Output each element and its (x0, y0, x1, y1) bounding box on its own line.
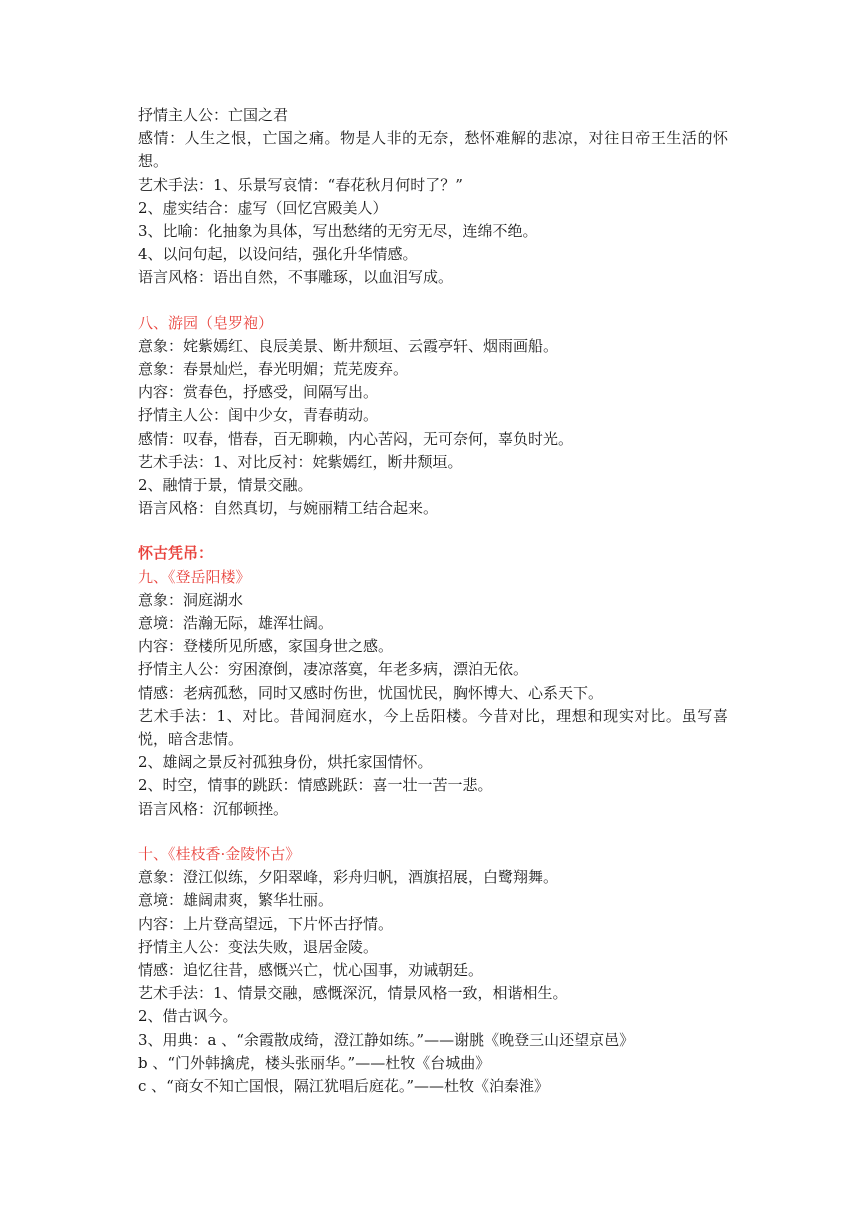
text-line: 语言风格：沉郁顿挫。 (138, 799, 289, 818)
text-line: c 、“商女不知亡国恨，隔江犹唱后庭花。”——杜牧《泊秦淮》 (138, 1076, 550, 1095)
section-title: 九、《登岳阳楼》 (138, 567, 251, 586)
text-line: 艺术手法：1、对比反衬：姹紫嫣红，断井颓垣。 (138, 452, 463, 471)
text-line: 意象：洞庭湖水 (138, 590, 244, 609)
text-line: 抒情主人公：亡国之君 (138, 106, 289, 124)
text-line: 语言风格：语出自然，不事雕琢，以血泪写成。 (138, 268, 454, 287)
spacer (138, 520, 728, 542)
text-line: 2、虚实结合：虚写（回忆宫殿美人） (138, 198, 388, 217)
text-line: 感情：人生之恨，亡国之痛。物是人非的无奈，愁怀难解的悲凉，对往日帝王生活的怀想。 (138, 129, 728, 171)
text-line: 抒情主人公：闺中少女，青春萌动。 (138, 406, 379, 425)
section-title: 八、游园（皂罗袍） (138, 313, 274, 332)
text-line: 3、比喻：化抽象为具体，写出愁绪的无穷无尽，连绵不绝。 (138, 222, 538, 241)
category-heading: 怀古凭吊： (138, 544, 214, 563)
text-line: 艺术手法：1、对比。昔闻洞庭水，今上岳阳楼。今昔对比，理想和现实对比。虽写喜悦，暗含悲情。 (138, 706, 728, 749)
text-line: 2、雄阔之景反衬孤独身份，烘托家国情怀。 (138, 753, 433, 772)
text-line: 内容：上片登高望远，下片怀古抒情。 (138, 914, 394, 933)
text-line: 语言风格：自然真切，与婉丽精工结合起来。 (138, 499, 439, 518)
text-line: 情感：老病孤愁，同时又感时伤世，忧国忧民，胸怀博大、心系天下。 (138, 683, 604, 702)
text-line: b 、“门外韩擒虎，楼头张丽华。”——杜牧《台城曲》 (138, 1053, 491, 1072)
text-line: 艺术手法：1、情景交融，感慨深沉，情景风格一致，相谐相生。 (138, 984, 568, 1003)
text-line: 意象：澄江似练，夕阳翠峰，彩舟归帆，酒旗招展，白鹭翔舞。 (138, 868, 559, 887)
text-line: 意境：浩瀚无际，雄浑壮阔。 (138, 614, 334, 633)
text-line: 意境：雄阔肃爽，繁华壮丽。 (138, 891, 334, 910)
text-line: 情感：追忆往昔，感慨兴亡，忧心国事，劝诫朝廷。 (138, 960, 484, 979)
text-line: 意象：春景灿烂，春光明媚；荒芜废弃。 (138, 360, 409, 379)
document-body (138, 104, 728, 1098)
section-title: 十、《桂枝香·金陵怀古》 (138, 844, 301, 863)
text-line: 3、用典：a 、“余霞散成绮，澄江静如练。”——谢朓《晚登三山还望京邑》 (138, 1030, 635, 1049)
text-line: 2、借古讽今。 (138, 1007, 238, 1026)
text-line: 内容：登楼所见所感，家国身世之感。 (138, 637, 394, 656)
spacer (138, 290, 728, 312)
text-line: 感情：叹春，惜春，百无聊赖，内心苦闷，无可奈何，辜负时光。 (138, 429, 574, 448)
text-line: 意象：姹紫嫣红、良辰美景、断井颓垣、云霞亭轩、烟雨画船。 (138, 336, 559, 355)
text-line: 4、以问句起，以设问结，强化升华情感。 (138, 245, 418, 264)
text-line: 内容：赏春色，抒感受，间隔写出。 (138, 383, 379, 402)
text-line: 抒情主人公：穷困潦倒，凄凉落寞，年老多病，漂泊无依。 (138, 660, 529, 679)
text-line: 2、时空，情事的跳跃：情感跳跃：喜一壮一苦一悲。 (138, 776, 493, 795)
text-line: 艺术手法：1、乐景写哀情：“春花秋月何时了？” (138, 175, 463, 194)
spacer (138, 821, 728, 843)
text-line: 抒情主人公：变法失败，退居金陵。 (138, 937, 379, 956)
text-line: 2、融情于景，情景交融。 (138, 476, 313, 495)
